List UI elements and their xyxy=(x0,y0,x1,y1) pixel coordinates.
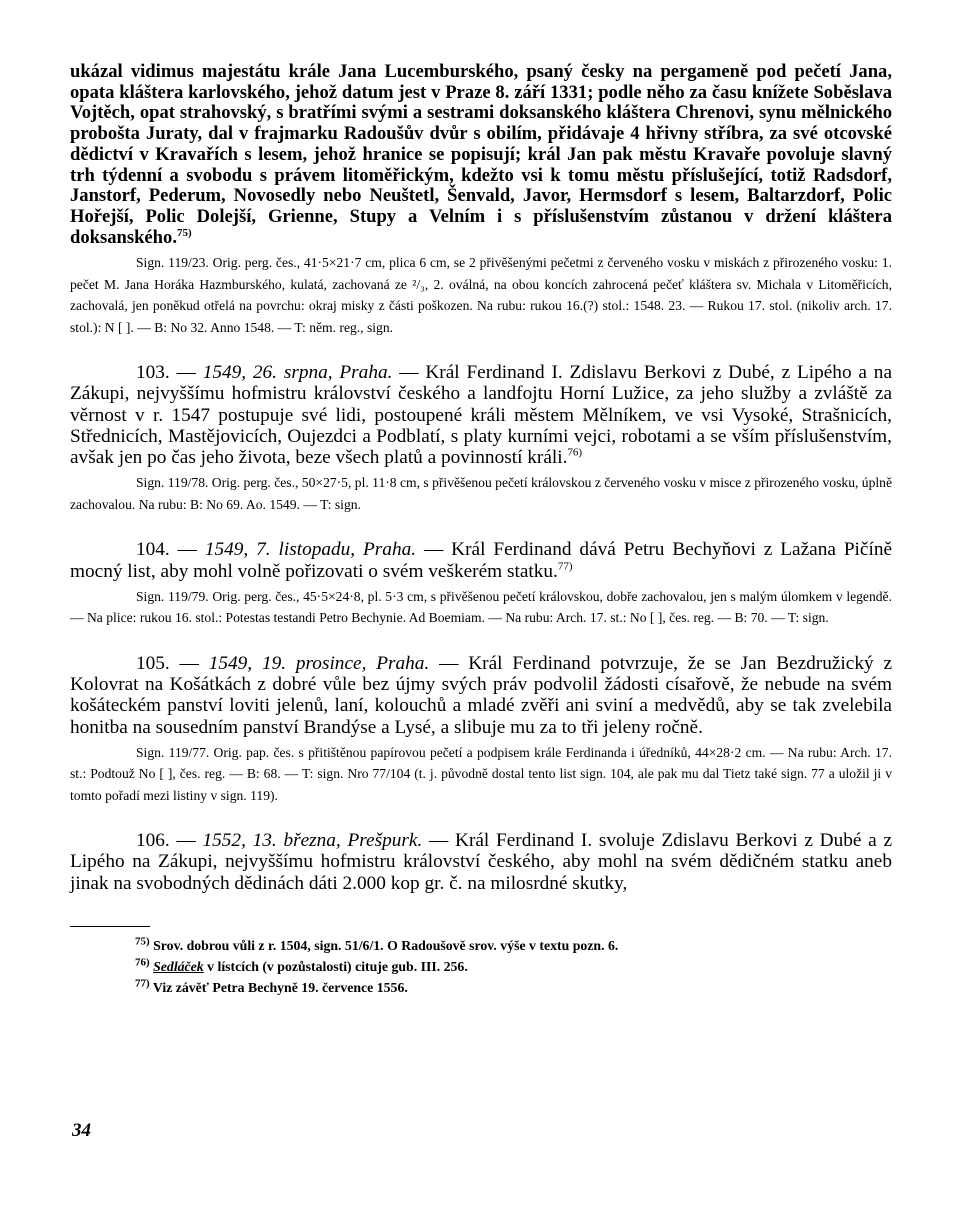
entry-number: 103. xyxy=(136,361,170,383)
page-number: 34 xyxy=(72,1120,91,1141)
archival-note-text: Sign. 119/23. Orig. perg. čes., 41·5×21·7 cm, plica 6 cm, se 2 přivěšenými pečetmi z červeného vosku v miskách z přirozeného vosku: 1. pečet M. Jana Horáka Hazmburského, kulatá, zachovaná ze ²/₃, 2. oválná, na obou koncích zahrocená pečeť kláštera sv. Michala v Litoměřicích, zachovalá, jen poněkud otřelá na povrchu: okraj misky z části poškozen. Na rubu: rukou 16.(?) stol.: 1548. 23. — Rukou 17. stol. (nikoliv arch. 17. stol.): N [ ]. — B: No 32. Anno 1548. — T: něm. reg., sign. xyxy=(70,255,892,335)
entry-106 xyxy=(70,830,892,894)
footnote-text: Viz závěť Petra Bechyně 19. července 1556. xyxy=(152,979,408,995)
footnote-ref: 75) xyxy=(176,226,192,239)
entry-body: Král Ferdinand I. svoluje Zdislavu Berkovi z Dubé a z Lipého na Zákupi, nejvyššímu hofmistru království českého, aby mohl na svém dědičném statku aneb jinak na svobodných dědinách dáti 2.000 kop gr. č. na milosrdné skutky, xyxy=(70,830,893,894)
entry-body: Král Ferdinand I. Zdislavu Berkovi z Dubé, z Lipého a na Zákupi, nejvyššímu hofmistru království českého a landfojtu Horní Lužice, za jeho služby a zvláště za věrnost v r. 1547 postupuje své lidi, postoupené králi městem Mělníkem, ve vsi Vysoké, Strašnicích, Střednicích, Mastějovicích, Oujezdci a Podblatí, s platy kurními vejci, robotami a se vším příslušenstvím, avšak jen po čas jeho života, beze všech platů a povinností králi. xyxy=(70,361,892,469)
entry-date: 1549, 26. srpna, Praha. xyxy=(202,361,393,383)
footnote-76 xyxy=(135,956,892,977)
entry-number: 105. xyxy=(136,652,170,674)
footnote-text: Srov. dobrou vůli z r. 1504, sign. 51/6/1. O Radoušově srov. výše v textu pozn. 6. xyxy=(153,937,619,953)
entry-date: 1549, 19. prosince, Praha. xyxy=(208,652,430,674)
entry-number: 104. xyxy=(136,539,170,561)
entry-text: 105. — 1549, 19. prosince, Praha. — Král Ferdinand potvrzuje, že se Jan Bezdružický z Kolovrat na Košátkách z dobré vůle bez újmy svých práv podvolil žádosti císařově, že nebude na svém košáteckém panství loviti jelenů, laní, kolouchů a mladé zvěři ani sviní a medvědů, aby se tak zvelebila honitba na sousedním panství Brandýse a Lysé, a slibuje mu za to tři jeleny ročně. xyxy=(70,652,893,738)
footnotes xyxy=(70,935,892,998)
entry-104 xyxy=(70,539,892,628)
archival-note xyxy=(70,586,892,629)
archival-note xyxy=(70,742,892,806)
entry-text: 106. — 1552, 13. března, Prešpurk. — Král Ferdinand I. svoluje Zdislavu Berkovi z Dubé a z Lipého na Zákupi, nejvyššímu hofmistru království českého, aby mohl na svém dědičném statku aneb jinak na svobodných dědinách dáti 2.000 kop gr. č. na milosrdné skutky, xyxy=(70,830,893,894)
footnote-text: v lístcích (v pozůstalosti) cituje gub. III. 256. xyxy=(203,958,468,974)
footnote-mark: 77) xyxy=(135,977,150,990)
footnote-75 xyxy=(135,935,892,956)
footnote-mark: 75) xyxy=(135,935,150,948)
entry-body: Král Ferdinand potvrzuje, že se Jan Bezdružický z Kolovrat na Košátkách z dobré vůle bez újmy svých práv podvolil žádosti císařově, že nebude na svém košáteckém panství loviti jelenů, laní, kolouchů a mladé zvěři ani sviní a medvědů, aby se tak zvelebila honitba na sousedním panství Brandýse a Lysé, a slibuje mu za to tři jeleny ročně. xyxy=(70,652,893,738)
archival-note-text: Sign. 119/77. Orig. pap. čes. s přitištěnou papírovou pečetí a podpisem krále Ferdinanda i úředníků, 44×28·2 cm. — Na rubu: Arch. 17. st.: Podtouž No [ ], čes. reg. — B: 68. — T: sign. Nro 77/104 (t. j. původně dostal tento list sign. 104, ale pak mu dal Tietz také sign. 77 a uložil ji v tomto pořadí mezi listiny v sign. 119). xyxy=(70,744,892,803)
entry-103 xyxy=(70,362,892,515)
entry-text: 104. — 1549, 7. listopadu, Praha. — Král Ferdinand dává Petru Bechyňovi z Lažana Pičíně mocný list, aby mohl volně pořizovati o svém veškerém statku.$^{77)}$ xyxy=(70,539,893,582)
archival-note xyxy=(70,252,892,338)
footnote-mark: 76) xyxy=(135,956,150,969)
paragraph-text: ukázal vidimus majestátu krále Jana Lucemburského, psaný česky na pergameně pod pečetí Jana, opata kláštera karlovského, jehož datum jest v Praze 8. září 1331; podle něho za času knížete Soběslava Vojtěch, opat strahovský, s bratřími svými a sestrami doksanského kláštera Chrenovi, synu mělnického probošta Juraty, dal v frajmarku Radoušův dvůr s obilím, přidávaje 4 hřivny stříbra, za své otcovské dědictví v Kravařích s lesem, jehož hranice se popisují; král Jan pak městu Kravaře povoluje slavný trh týdenní a svobodu s právem litoměřickým, kdežto vsi k tomu městu příslušející, totiž Radsdorf, Janstorf, Pederum, Novosedly nebo Neuštetl, Šenvald, Javor, Hermsdorf s lesem, Baltarzdorf, Polic Hořejší, Polic Dolejší, Grienne, Stupy a Velním i s příslušenstvím zůstanou v držení kláštera doksanského. xyxy=(70,61,892,248)
entry-text: 103. — 1549, 26. srpna, Praha. — Král Ferdinand I. Zdislavu Berkovi z Dubé, z Lipého a na Zákupi, nejvyššímu hofmistru království českého a landfojtu Horní Lužice, za jeho služby a zvláště za věrnost v r. 1547 postupuje své lidi, postoupené králi městem Mělníkem, ve vsi Vysoké, Strašnicích, Střednicích, Mastějovicích, Oujezdci a Podblatí, s platy kurními vejci, robotami a se vším příslušenstvím, avšak jen po čas jeho života, beze všech platů a povinností králi.$^{76)}$ xyxy=(70,361,892,469)
footnote-ref: 76) xyxy=(567,446,583,459)
footnote-divider xyxy=(70,926,150,927)
footnote-author: Sedláček xyxy=(153,958,204,974)
footnote-ref: 77) xyxy=(557,560,573,573)
entry-number: 106. xyxy=(136,830,170,852)
entry-date: 1552, 13. března, Prešpurk. xyxy=(202,830,423,852)
archival-note xyxy=(70,472,892,515)
entry-105 xyxy=(70,653,892,806)
footnote-77 xyxy=(135,977,892,998)
entry-body: Král Ferdinand dává Petru Bechyňovi z Lažana Pičíně mocný list, aby mohl volně pořizovati o svém veškerém statku. xyxy=(70,539,893,582)
continued-paragraph xyxy=(70,62,892,248)
archival-note-text: Sign. 119/79. Orig. perg. čes., 45·5×24·8, pl. 5·3 cm, s přivěšenou pečetí královskou, dobře zachovalou, jen s malým úlomkem v legendě. — Na plice: rukou 16. stol.: Potestas testandi Petro Bechynie. Ad Boemiam. — Na rubu: Arch. 17. st.: No [ ], čes. reg. — B: 70. — T: sign. xyxy=(70,588,892,626)
archival-note-text: Sign. 119/78. Orig. perg. čes., 50×27·5, pl. 11·8 cm, s přivěšenou pečetí královskou z červeného vosku v misce z přirozeného vosku, úplně zachovalou. Na rubu: B: No 69. Ao. 1549. — T: sign. xyxy=(70,475,892,512)
entry-date: 1549, 7. listopadu, Praha. xyxy=(204,539,417,561)
document-page xyxy=(70,62,892,998)
